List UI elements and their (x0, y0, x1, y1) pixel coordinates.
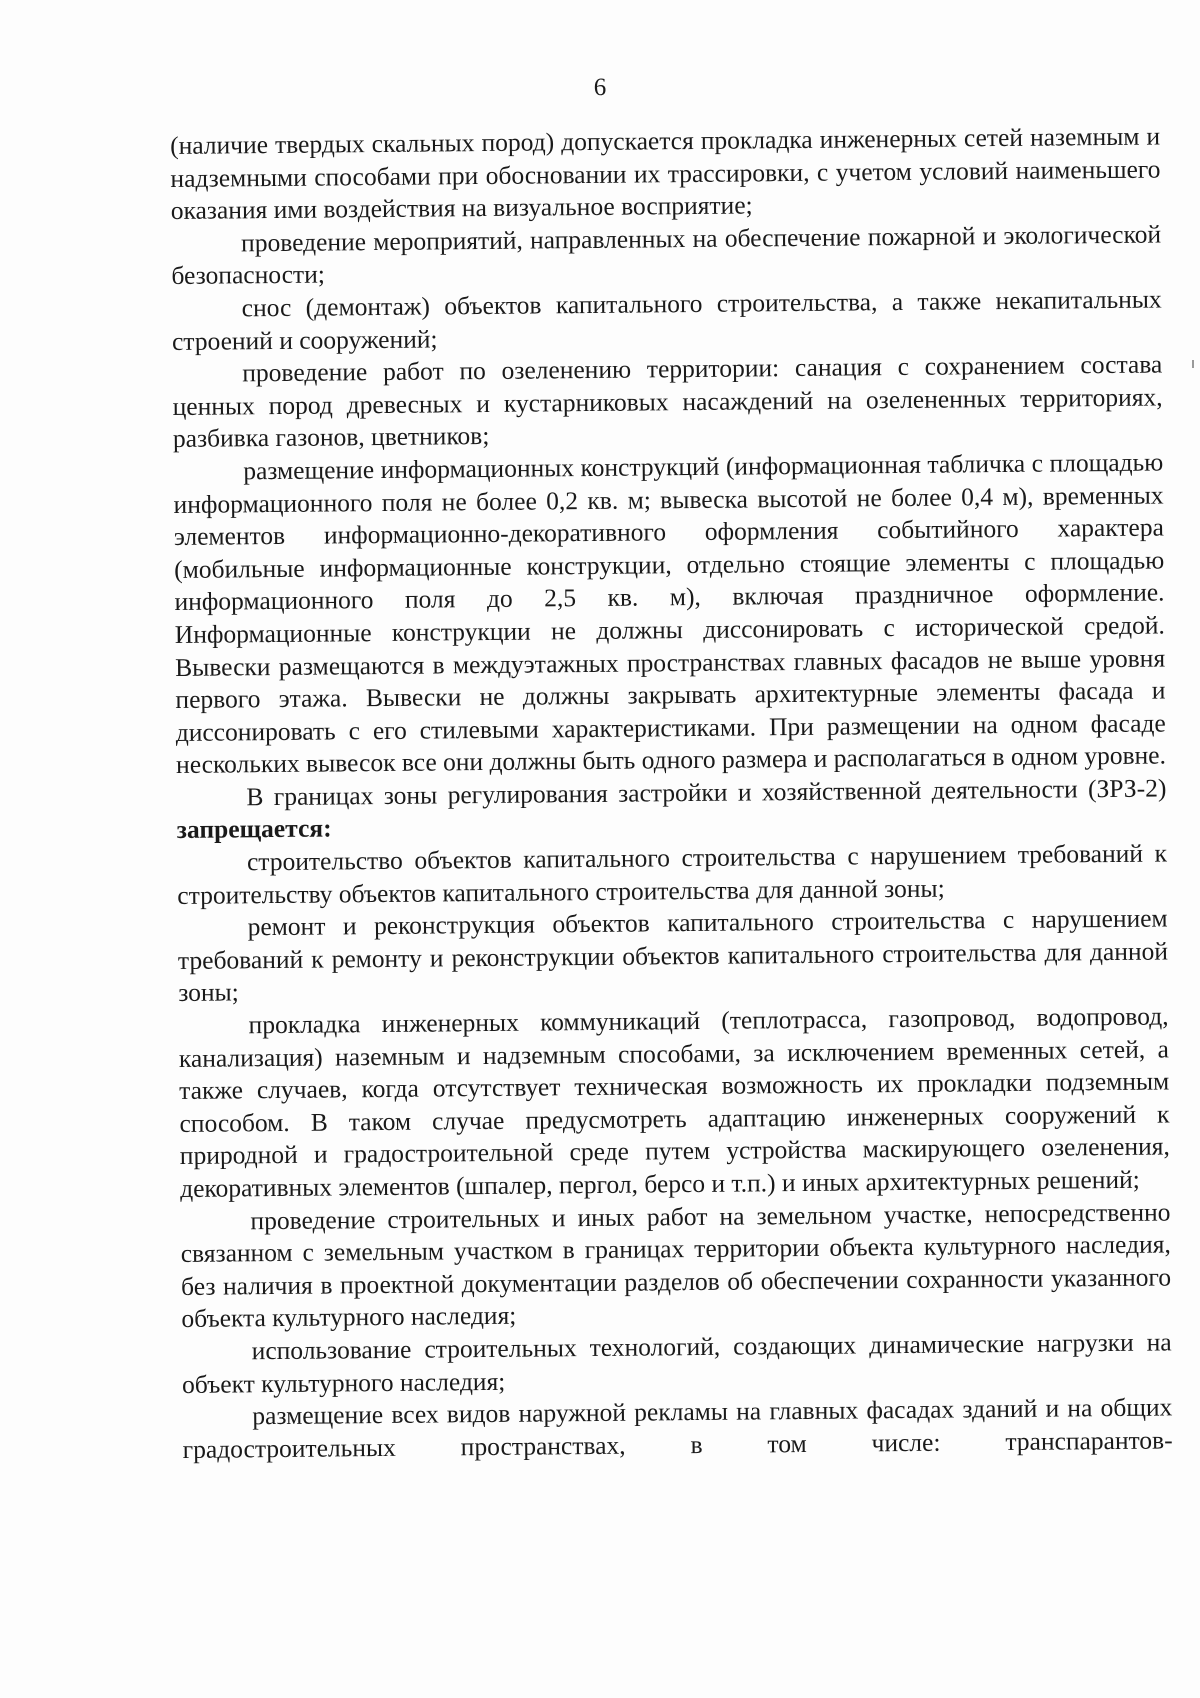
page-number: 6 (593, 74, 607, 101)
paragraph-zone-heading (176, 772, 1167, 847)
zone-heading-text: В границах зоны регулирования застройки и хозяйственной деятельности (ЗРЗ-2) (246, 773, 1167, 812)
document-body (170, 120, 1173, 1466)
paragraph-technologies-ban: использование строительных технологий, создающих динамические нагрузки на объект культурного наследия; (181, 1327, 1172, 1399)
paragraph-info-structures: размещение информационных конструкций (информационная табличка с площадью информационного поля не более 0,2 кв. м; вывеска высотой не более 0,4 м), временных элементов информационно-декоративного оформления событийного характера (мобильные информационные конструкции, отдельно стоящие элементы с площадью информационного поля до 2,5 кв. м), включая праздничное оформление. Информационные конструкции не должны диссонировать с исторической средой. Вывески размещаются в междуэтажных пространствах главных фасадов не выше уровня первого этажа. Вывески не должны закрывать архитектурные элементы фасада и диссонировать с его стилевыми характеристиками. При размещении на одном фасаде нескольких вывесок все они должны быть одного размера и располагаться в одном уровне. (173, 447, 1167, 780)
zone-heading-emphasis: запрещается: (176, 813, 332, 845)
paragraph-construction-ban: строительство объектов капитального строительства с нарушением требований к строительству объектов капитального строительства для данной зоны; (177, 838, 1168, 910)
paragraph-fire-safety: проведение мероприятий, направленных на обеспечение пожарной и экологической безопасности; (171, 219, 1162, 291)
paragraph-advertising-ban: размещение всех видов наружной рекламы на главных фасадах зданий и на общих градостроительных пространствах, в том числе: транспарантов- (182, 1392, 1173, 1464)
scan-artifact-mark (1192, 360, 1194, 368)
paragraph-repair-ban: ремонт и реконструкция объектов капитального строительства с нарушением требований к ремонту и реконструкции объектов капитального строительства для данной зоны; (177, 903, 1169, 1008)
paragraph-demolition: снос (демонтаж) объектов капитального строительства, а также некапитальных строений и сооружений; (171, 284, 1162, 356)
paragraph-works-ban: проведение строительных и иных работ на земельном участке, непосредственно связанном с земельным участком в границах территории объекта культурного наследия, без наличия в проектной документации разделов об обеспечении сохранности указанного объекта культурного наследия; (180, 1197, 1172, 1334)
paragraph-utilities-ban: прокладка инженерных коммуникаций (теплотрасса, газопровод, водопровод, канализация) наземным и надземным способами, за исключением временных сетей, а также случаев, когда отсутствует техническая возможность их прокладки подземным способом. В таком случае предусмотреть адаптацию инженерных сооружений к природной и градостроительной среде путем устройства маскирующего озеленения, декоративных элементов (шпалер, пергол, берсо и т.п.) и иных архитектурных решений; (178, 1001, 1170, 1203)
paragraph-continuation: (наличие твердых скальных пород) допускается прокладка инженерных сетей наземным и надземными способами при обосновании их трассировки, с учетом условий наименьшего оказания ими воздействия на визуальное восприятие; (170, 121, 1161, 226)
paragraph-landscaping: проведение работ по озеленению территории: санация с сохранением состава ценных пород древесных и кустарниковых насаждений на озелененных территориях, разбивка газонов, цветников; (172, 349, 1163, 454)
